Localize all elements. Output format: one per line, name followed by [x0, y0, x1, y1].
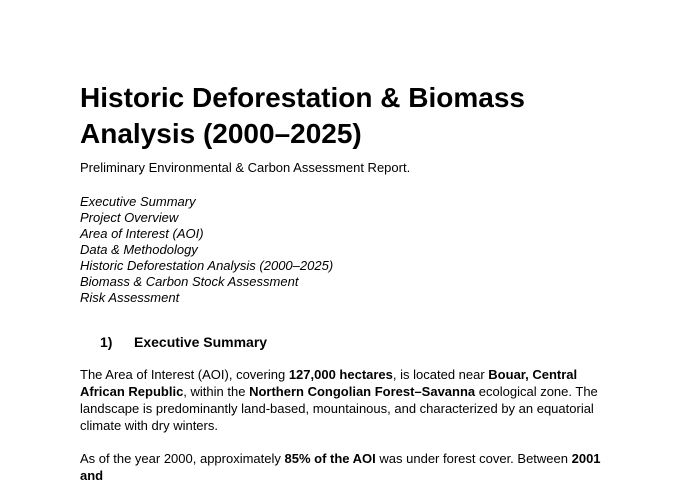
paragraph-text: , is located near	[392, 367, 489, 382]
paragraph-aoi-description	[80, 366, 620, 434]
paragraph-text: was under forest cover. Between	[375, 451, 572, 466]
toc-item: Project Overview	[80, 210, 179, 225]
toc-item: Historic Deforestation Analysis (2000–2025)	[80, 258, 334, 273]
section-heading-executive-summary	[100, 333, 620, 351]
toc-item: Biomass & Carbon Stock Assessment	[80, 274, 299, 289]
bold-period: 2001 and	[80, 451, 601, 483]
toc-item: Area of Interest (AOI)	[80, 226, 204, 241]
toc-item: Executive Summary	[80, 194, 196, 209]
section-number: 1)	[100, 334, 113, 350]
document-title	[80, 80, 620, 152]
paragraph-text: As of the year 2000, approximately	[80, 451, 285, 466]
toc-item: Risk Assessment	[80, 290, 180, 305]
document-subtitle: Preliminary Environmental & Carbon Assessment Report.	[80, 160, 411, 175]
section-title: Executive Summary	[134, 334, 268, 350]
paragraph-text: , within the	[183, 384, 250, 399]
toc-item: Data & Methodology	[80, 242, 198, 257]
title-line-1: Historic Deforestation & Biomass	[80, 82, 525, 113]
table-of-contents	[80, 194, 620, 306]
paragraph-text: The Area of Interest (AOI), covering	[80, 367, 289, 382]
paragraph-text: ecological zone. The landscape is predominantly land-based, mountainous, and characterized by an equatorial climate with dry winters.	[80, 384, 598, 433]
document-page	[80, 80, 620, 484]
title-line-2: Analysis (2000–2025)	[80, 118, 362, 149]
bold-ecozone: Northern Congolian Forest–Savanna	[249, 384, 476, 399]
bold-location: Bouar, Central African Republic	[80, 367, 578, 399]
bold-forest-share: 85% of the AOI	[284, 451, 376, 466]
paragraph-forest-cover	[80, 450, 620, 484]
bold-area-figure: 127,000 hectares	[288, 367, 393, 382]
